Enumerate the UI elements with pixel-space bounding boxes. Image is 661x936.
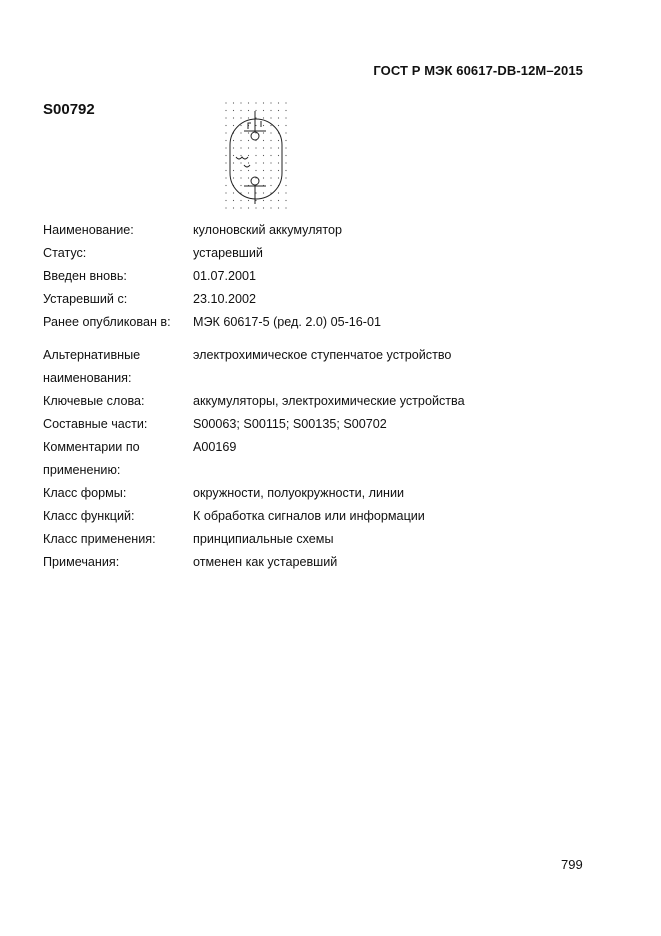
coulomb-accumulator-symbol bbox=[224, 101, 288, 213]
grid-dot bbox=[285, 132, 286, 133]
attribute-value: окружности, полуокружности, линии bbox=[193, 486, 405, 500]
attribute-row bbox=[43, 413, 603, 436]
grid-dot bbox=[240, 200, 241, 201]
grid-dot bbox=[285, 102, 286, 103]
grid-dot bbox=[248, 162, 249, 163]
grid-dot bbox=[263, 125, 264, 126]
grid-dot bbox=[225, 177, 226, 178]
grid-dot bbox=[225, 162, 226, 163]
grid-dot bbox=[278, 207, 279, 208]
attribute-value: аккумуляторы, электрохимические устройства bbox=[193, 394, 465, 408]
grid-dot bbox=[263, 140, 264, 141]
grid-dot bbox=[225, 200, 226, 201]
grid-dot bbox=[248, 132, 249, 133]
attribute-value: кулоновский аккумулятор bbox=[193, 223, 342, 237]
attribute-label: Примечания: bbox=[43, 555, 120, 569]
attribute-list bbox=[43, 219, 603, 574]
grid-dot bbox=[240, 185, 241, 186]
grid-dot bbox=[255, 102, 256, 103]
grid-dot bbox=[255, 147, 256, 148]
grid-dot bbox=[233, 200, 234, 201]
grid-dot bbox=[270, 125, 271, 126]
grid-dot bbox=[285, 155, 286, 156]
grid-dot bbox=[263, 177, 264, 178]
grid-dot bbox=[240, 117, 241, 118]
grid-dot bbox=[263, 155, 264, 156]
attribute-value: A00169 bbox=[193, 440, 237, 454]
grid-dot bbox=[263, 147, 264, 148]
grid-dot bbox=[263, 200, 264, 201]
grid-dot bbox=[278, 177, 279, 178]
grid-dot bbox=[240, 102, 241, 103]
attribute-row bbox=[43, 551, 603, 574]
grid-dot bbox=[270, 207, 271, 208]
attribute-row bbox=[43, 265, 603, 288]
grid-dot bbox=[255, 110, 256, 111]
grid-dot bbox=[270, 102, 271, 103]
grid-dot bbox=[225, 207, 226, 208]
attribute-label: Введен вновь: bbox=[43, 269, 127, 283]
attribute-label: Класс формы: bbox=[43, 486, 127, 500]
attribute-value: 23.10.2002 bbox=[193, 292, 257, 306]
grid-dot bbox=[240, 140, 241, 141]
grid-dot bbox=[233, 117, 234, 118]
grid-dot bbox=[248, 207, 249, 208]
grid-dot bbox=[233, 170, 234, 171]
grid-dot bbox=[285, 147, 286, 148]
grid-dot bbox=[263, 162, 264, 163]
grid-dot bbox=[270, 155, 271, 156]
grid-dot bbox=[270, 140, 271, 141]
grid-dot bbox=[270, 177, 271, 178]
attribute-value: К обработка сигналов или информации bbox=[193, 509, 425, 523]
grid-dot bbox=[255, 117, 256, 118]
attribute-value: отменен как устаревший bbox=[193, 555, 338, 569]
grid-dot bbox=[270, 110, 271, 111]
attribute-label: Ранее опубликован в: bbox=[43, 315, 171, 329]
grid-dot bbox=[248, 147, 249, 148]
grid-dot bbox=[233, 147, 234, 148]
grid-dot bbox=[255, 200, 256, 201]
grid-dot bbox=[263, 207, 264, 208]
grid-dot bbox=[285, 117, 286, 118]
grid-dot bbox=[233, 177, 234, 178]
grid-dot bbox=[233, 110, 234, 111]
grid-dot bbox=[278, 192, 279, 193]
grid-dot bbox=[270, 185, 271, 186]
grid-dot bbox=[263, 192, 264, 193]
grid-dot bbox=[270, 200, 271, 201]
grid-dot bbox=[263, 117, 264, 118]
grid-dot bbox=[285, 162, 286, 163]
attribute-value: принципиальные схемы bbox=[193, 532, 334, 546]
grid-dot bbox=[255, 162, 256, 163]
grid-dot bbox=[285, 200, 286, 201]
grid-dot bbox=[285, 177, 286, 178]
attribute-value: МЭК 60617-5 (ред. 2.0) 05-16-01 bbox=[193, 315, 381, 329]
grid-dot bbox=[278, 140, 279, 141]
grid-dot bbox=[225, 185, 226, 186]
grid-dot bbox=[240, 147, 241, 148]
grid-dot bbox=[278, 147, 279, 148]
grid-dot bbox=[225, 140, 226, 141]
grid-dot bbox=[233, 162, 234, 163]
attribute-row bbox=[43, 288, 603, 311]
grid-dot bbox=[255, 207, 256, 208]
grid-dot bbox=[270, 162, 271, 163]
attribute-label: Статус: bbox=[43, 246, 87, 260]
grid-dot bbox=[255, 155, 256, 156]
grid-dot bbox=[263, 102, 264, 103]
attribute-row bbox=[43, 344, 603, 390]
grid-dot bbox=[248, 117, 249, 118]
grid-dot bbox=[255, 192, 256, 193]
page-number: 799 bbox=[561, 857, 583, 872]
grid-dot bbox=[248, 200, 249, 201]
attribute-row bbox=[43, 528, 603, 551]
grid-dot bbox=[233, 125, 234, 126]
grid-dot bbox=[278, 102, 279, 103]
grid-dot bbox=[225, 117, 226, 118]
grid-dot bbox=[248, 177, 249, 178]
attribute-value: S00063; S00115; S00135; S00702 bbox=[193, 417, 387, 431]
attribute-row bbox=[43, 482, 603, 505]
grid-dot bbox=[233, 102, 234, 103]
grid-dot bbox=[263, 132, 264, 133]
attribute-value: 01.07.2001 bbox=[193, 269, 257, 283]
grid-dot bbox=[233, 207, 234, 208]
grid-dot bbox=[225, 125, 226, 126]
grid-dot bbox=[278, 125, 279, 126]
grid-dot bbox=[270, 147, 271, 148]
attribute-row bbox=[43, 219, 603, 242]
grid-dot bbox=[285, 207, 286, 208]
grid-dot bbox=[270, 132, 271, 133]
grid-dot bbox=[240, 162, 241, 163]
grid-dot bbox=[240, 132, 241, 133]
grid-dot bbox=[285, 185, 286, 186]
grid-dot bbox=[248, 110, 249, 111]
grid-dot bbox=[225, 132, 226, 133]
attribute-row bbox=[43, 505, 603, 528]
grid-dot bbox=[248, 192, 249, 193]
grid-dot bbox=[240, 207, 241, 208]
grid-dot bbox=[278, 170, 279, 171]
grid-dot bbox=[240, 177, 241, 178]
grid-dot bbox=[240, 155, 241, 156]
grid-dot bbox=[240, 170, 241, 171]
attribute-label: Класс применения: bbox=[43, 532, 156, 546]
grid-dot bbox=[285, 170, 286, 171]
grid-dot bbox=[255, 125, 256, 126]
grid-dot bbox=[233, 192, 234, 193]
grid-dot bbox=[240, 110, 241, 111]
grid-dot bbox=[240, 125, 241, 126]
attribute-value: устаревший bbox=[193, 246, 263, 260]
grid-dot bbox=[233, 155, 234, 156]
grid-dot bbox=[248, 170, 249, 171]
grid-dot bbox=[285, 192, 286, 193]
grid-dot bbox=[270, 170, 271, 171]
grid-dot bbox=[278, 162, 279, 163]
grid-dot bbox=[278, 110, 279, 111]
document-header: ГОСТ Р МЭК 60617-DB-12M–2015 bbox=[373, 63, 583, 78]
symbol-code: S00792 bbox=[43, 101, 95, 118]
attribute-value: электрохимическое ступенчатое устройство bbox=[193, 348, 452, 362]
attribute-row bbox=[43, 390, 603, 413]
grid-dot bbox=[225, 155, 226, 156]
grid-dot bbox=[225, 102, 226, 103]
attribute-label: Наименование: bbox=[43, 223, 134, 237]
grid-dot bbox=[285, 125, 286, 126]
attribute-label: Комментарии по применению: bbox=[43, 440, 140, 477]
attribute-row bbox=[43, 242, 603, 265]
grid-dot bbox=[255, 170, 256, 171]
grid-dot bbox=[225, 192, 226, 193]
attribute-label: Класс функций: bbox=[43, 509, 135, 523]
attribute-label: Альтернативные наименования: bbox=[43, 348, 141, 385]
grid-dot bbox=[263, 170, 264, 171]
attribute-label: Составные части: bbox=[43, 417, 148, 431]
grid-dot bbox=[225, 147, 226, 148]
grid-dot bbox=[225, 170, 226, 171]
grid-dot bbox=[285, 110, 286, 111]
grid-dot bbox=[285, 140, 286, 141]
attribute-row bbox=[43, 436, 603, 482]
grid-dot bbox=[248, 102, 249, 103]
attribute-label: Устаревший с: bbox=[43, 292, 128, 306]
grid-dot bbox=[278, 200, 279, 201]
attribute-row bbox=[43, 311, 603, 334]
grid-dot bbox=[278, 155, 279, 156]
attribute-label: Ключевые слова: bbox=[43, 394, 145, 408]
grid-dot bbox=[233, 140, 234, 141]
grid-dot bbox=[248, 140, 249, 141]
grid-dot bbox=[225, 110, 226, 111]
grid-dot bbox=[248, 155, 249, 156]
grid-dot bbox=[263, 110, 264, 111]
grid-dot bbox=[270, 117, 271, 118]
grid-dot bbox=[278, 117, 279, 118]
